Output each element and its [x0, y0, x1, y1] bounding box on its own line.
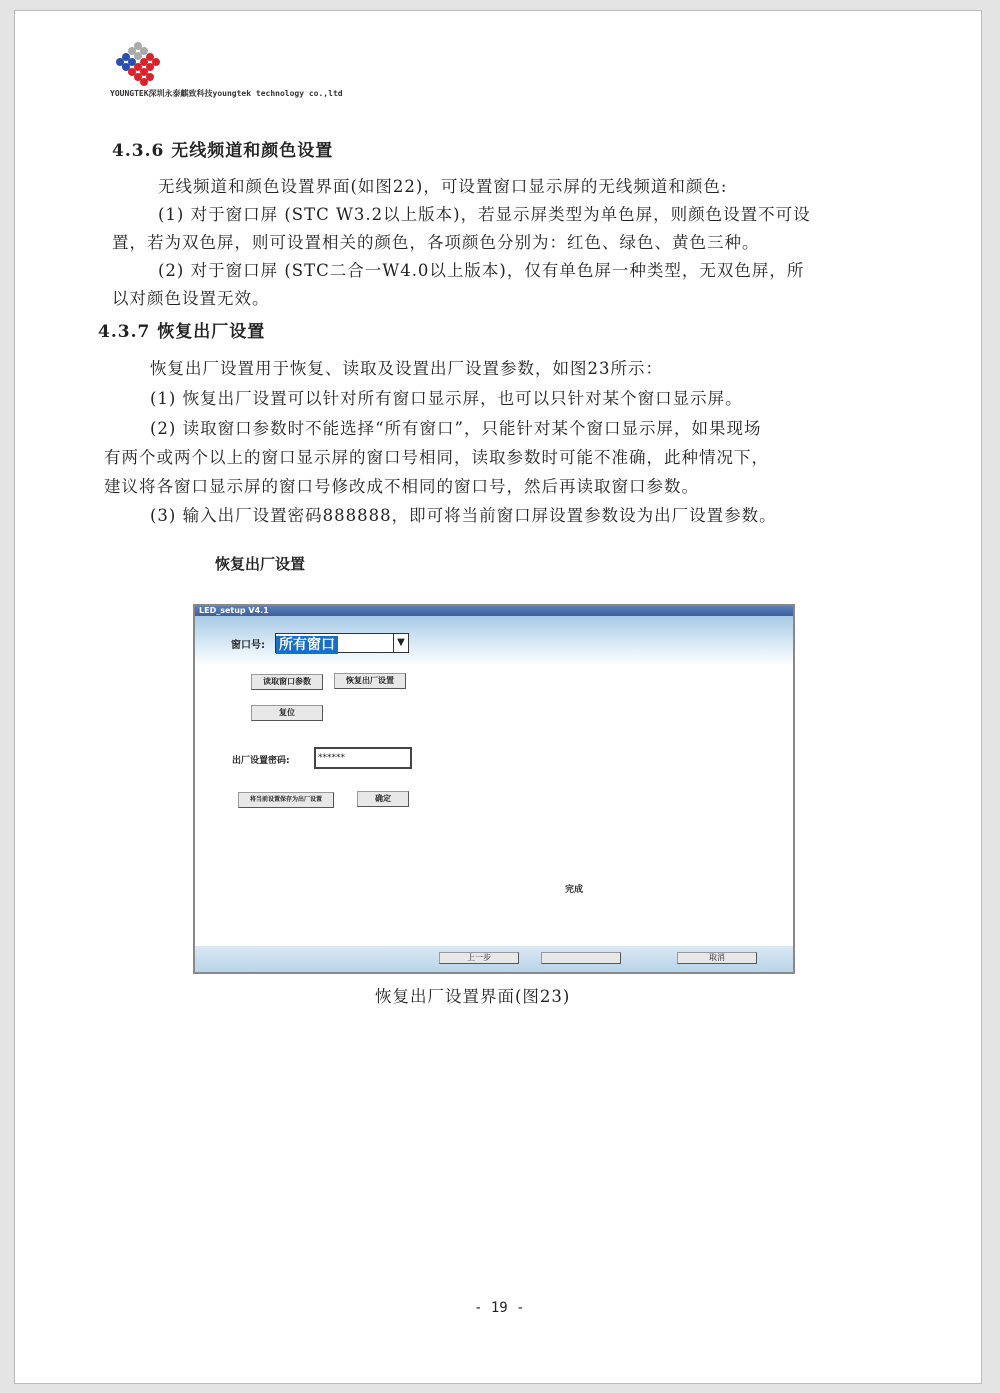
window-footer: [195, 946, 793, 972]
paragraph-line: (1) 对于窗口屏 (STC W3.2以上版本)，若显示屏类型为单色屏，则颜色设置不可设: [158, 205, 811, 224]
app-window-screenshot: [193, 604, 795, 974]
paragraph-line: 建议将各窗口显示屏的窗口号修改成不相同的窗口号，然后再读取窗口参数。: [104, 477, 699, 496]
page-number: - 19 -: [474, 1300, 525, 1316]
paragraph-line: (2) 读取窗口参数时不能选择“所有窗口”，只能针对某个窗口显示屏，如果现场: [150, 419, 762, 438]
paragraph-line: 置，若为双色屏，则可设置相关的颜色，各项颜色分别为：红色、绿色、黄色三种。: [112, 233, 760, 252]
status-text: 完成: [565, 885, 584, 895]
paragraph-line: (2) 对于窗口屏 (STC二合一W4.0以上版本)，仅有单色屏一种类型，无双色屏，所: [158, 261, 805, 280]
read-params-button[interactable]: 读取窗口参数: [251, 674, 323, 690]
reset-button[interactable]: 复位: [251, 705, 323, 721]
section-title: 4.3.7 恢复出厂设置: [98, 322, 266, 342]
restore-factory-button[interactable]: 恢复出厂设置: [334, 673, 406, 689]
back-button[interactable]: 上一步: [439, 952, 519, 964]
window-title: LED_setup V4.1: [195, 606, 793, 616]
window-select-value: 所有窗口: [276, 636, 338, 654]
window-number-label: 窗口号:: [231, 640, 265, 651]
save-as-factory-button[interactable]: 将当前设置保存为出厂设置: [238, 792, 334, 808]
paragraph-line: 无线频道和颜色设置界面(如图22)，可设置窗口显示屏的无线频道和颜色:: [158, 177, 728, 196]
next-button[interactable]: [541, 952, 621, 964]
paragraph-line: (1) 恢复出厂设置可以针对所有窗口显示屏，也可以只针对某个窗口显示屏。: [150, 389, 743, 408]
figure-caption: 恢复出厂设置界面(图23): [375, 987, 571, 1006]
password-input[interactable]: ******: [314, 747, 412, 769]
password-label: 出厂设置密码:: [232, 756, 290, 766]
section-title: 4.3.6 无线频道和颜色设置: [112, 141, 334, 161]
company-name: YOUNGTEK深圳永泰麒致科技youngtek technology co.,ltd: [110, 89, 343, 98]
chevron-down-icon[interactable]: ▼: [393, 634, 408, 652]
company-logo: [110, 40, 166, 90]
paragraph-line: (3) 输入出厂设置密码888888，即可将当前窗口屏设置参数设为出厂设置参数。: [150, 506, 777, 525]
ok-button[interactable]: 确定: [357, 791, 409, 807]
paragraph-line: 以对颜色设置无效。: [112, 289, 270, 308]
paragraph-line: 有两个或两个以上的窗口显示屏的窗口号相同，读取参数时可能不准确，此种情况下，: [104, 448, 769, 467]
figure-heading: 恢复出厂设置: [215, 555, 306, 573]
paragraph-line: 恢复出厂设置用于恢复、读取及设置出厂设置参数，如图23所示：: [150, 359, 663, 378]
window-select[interactable]: [275, 633, 409, 653]
cancel-button[interactable]: 取消: [677, 952, 757, 964]
